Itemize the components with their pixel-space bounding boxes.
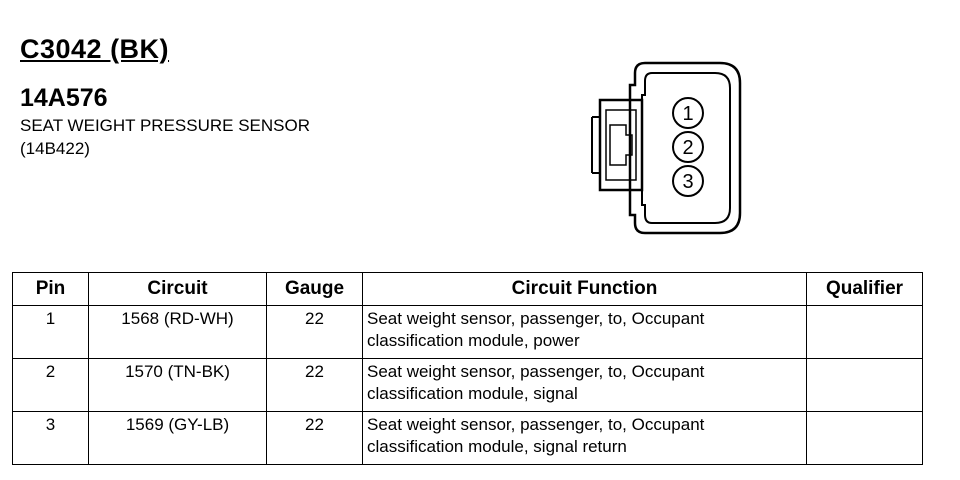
cell-circuit: 1570 (TN-BK) xyxy=(89,359,267,412)
component-name: SEAT WEIGHT PRESSURE SENSOR xyxy=(20,116,311,135)
function-line-1: Seat weight sensor, passenger, to, Occupant xyxy=(367,362,705,381)
component-ref: (14B422) xyxy=(20,139,90,158)
connector-id: C3042 (BK) xyxy=(20,34,170,64)
pin-label-2: 2 xyxy=(682,137,694,159)
header-circuit-function: Circuit Function xyxy=(363,273,807,306)
function-line-1: Seat weight sensor, passenger, to, Occupant xyxy=(367,309,705,328)
function-line-2: classification module, signal return xyxy=(367,437,627,456)
latch-tab xyxy=(610,125,632,165)
pin-label-3: 3 xyxy=(682,171,694,193)
cell-gauge: 22 xyxy=(267,306,363,359)
cell-function xyxy=(363,359,807,412)
cell-function xyxy=(363,412,807,465)
table-header-row xyxy=(13,273,923,306)
pinout-table xyxy=(12,272,923,465)
cell-function xyxy=(363,306,807,359)
cell-circuit: 1568 (RD-WH) xyxy=(89,306,267,359)
function-line-2: classification module, power xyxy=(367,331,580,350)
function-line-2: classification module, signal xyxy=(367,384,578,403)
cell-gauge: 22 xyxy=(267,412,363,465)
cell-pin: 1 xyxy=(13,306,89,359)
cell-pin: 2 xyxy=(13,359,89,412)
table-row xyxy=(13,412,923,465)
cell-qualifier xyxy=(807,306,923,359)
header-circuit: Circuit xyxy=(89,273,267,306)
cell-qualifier xyxy=(807,359,923,412)
pin-label-1: 1 xyxy=(682,103,694,125)
header-qualifier: Qualifier xyxy=(807,273,923,306)
cell-pin: 3 xyxy=(13,412,89,465)
cell-circuit: 1569 (GY-LB) xyxy=(89,412,267,465)
header-gauge: Gauge xyxy=(267,273,363,306)
connector-face-diagram xyxy=(590,55,750,240)
cell-gauge: 22 xyxy=(267,359,363,412)
header-pin: Pin xyxy=(13,273,89,306)
table-row xyxy=(13,359,923,412)
cell-qualifier xyxy=(807,412,923,465)
function-line-1: Seat weight sensor, passenger, to, Occupant xyxy=(367,415,705,434)
part-number: 14A576 xyxy=(20,84,108,112)
table-row xyxy=(13,306,923,359)
